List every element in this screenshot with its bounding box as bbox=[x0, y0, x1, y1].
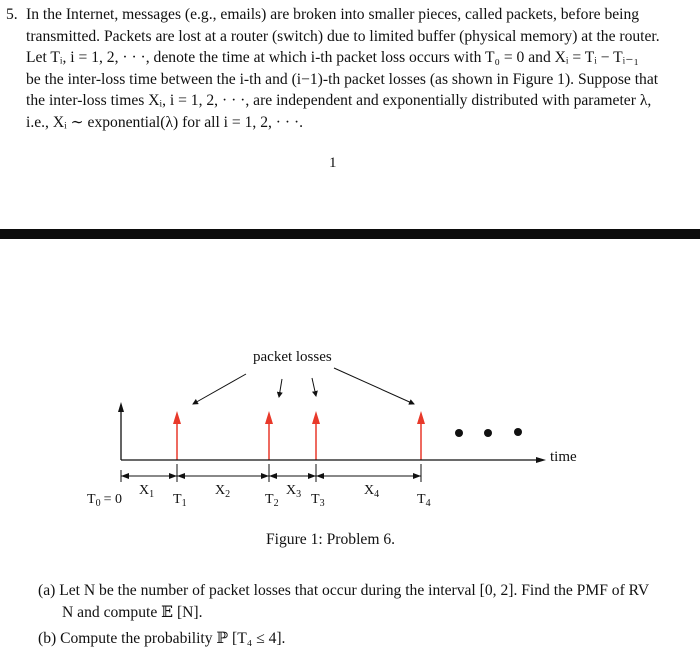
figure-caption: Figure 1: Problem 6. bbox=[266, 531, 396, 548]
problem-line-3: Let Tᵢ, i = 1, 2, · · ·, denote the time at which i-th packet loss occurs with T₀ = 0 and Xᵢ = Tᵢ − Tᵢ₋₁ bbox=[26, 49, 639, 67]
problem-statement bbox=[6, 4, 692, 134]
loss-arrow-3 bbox=[312, 411, 320, 460]
question-a-line-2: N and compute 𝔼 [N]. bbox=[62, 603, 203, 621]
problem-line-5: the inter-loss times Xᵢ, i = 1, 2, · · ·, are independent and exponentially distributed with parameter λ, bbox=[26, 92, 652, 110]
interval-arrow-3r bbox=[316, 473, 324, 479]
page-divider bbox=[0, 229, 700, 239]
time-label: time bbox=[550, 449, 577, 465]
loss-arrow-4 bbox=[417, 411, 425, 460]
problem-number: 5. bbox=[6, 6, 18, 23]
loss-arrow-2 bbox=[265, 411, 273, 460]
x4-label: $X_4$ bbox=[364, 483, 380, 500]
interval-arrow-3l bbox=[308, 473, 316, 479]
problem-line-1: In the Internet, messages (e.g., emails) are broken into smaller pieces, called packets, before being bbox=[26, 6, 640, 23]
t1-label: $T_1$ bbox=[173, 492, 187, 509]
interval-arrow-1l bbox=[169, 473, 177, 479]
x3-label: $X_3$ bbox=[286, 483, 302, 500]
interval-arrow-2r bbox=[269, 473, 277, 479]
interval-arrow-2l bbox=[261, 473, 269, 479]
t4-label: $T_4$ bbox=[417, 492, 431, 509]
x2-label: $X_2$ bbox=[215, 483, 231, 500]
ellipsis-dot-2 bbox=[484, 429, 492, 437]
problem-line-6: i.e., Xᵢ ∼ exponential(λ) for all i = 1, 2, · · ·. bbox=[26, 113, 304, 131]
x1-label: $X_1$ bbox=[139, 483, 155, 500]
packet-losses-label: packet losses bbox=[253, 349, 332, 365]
ellipsis-dot-3 bbox=[514, 428, 522, 436]
pointer-arrow-1 bbox=[193, 374, 246, 404]
time-axis-arrowhead bbox=[536, 457, 546, 463]
t3-label: $T_3$ bbox=[311, 492, 325, 509]
question-a-line-1: (a) Let N be the number of packet losses that occur during the interval [0, 2]. Find the PMF of RV bbox=[38, 582, 650, 599]
origin-axis-arrowhead bbox=[118, 402, 124, 412]
pointer-arrow-4 bbox=[334, 368, 414, 404]
loss-arrow-1 bbox=[173, 411, 181, 460]
ellipsis-dot-1 bbox=[455, 429, 463, 437]
pointer-arrow-2 bbox=[279, 379, 282, 397]
question-a bbox=[38, 580, 649, 623]
t0-label: $T_0 = 0$ bbox=[87, 492, 122, 509]
t2-label: $T_2$ bbox=[265, 492, 279, 509]
packet-loss-figure bbox=[0, 240, 700, 530]
interval-arrow-1r bbox=[177, 473, 185, 479]
page-number: 1 bbox=[329, 155, 337, 171]
pointer-arrow-3 bbox=[312, 378, 316, 396]
problem-line-4: be the inter-loss time between the i-th and (i−1)-th packet losses (as shown in Figure 1). Suppose that bbox=[26, 70, 659, 88]
question-b: (b) Compute the probability ℙ [T₄ ≤ 4]. bbox=[38, 630, 286, 647]
interval-arrow-0r bbox=[121, 473, 129, 479]
interval-arrow-4l bbox=[413, 473, 421, 479]
problem-line-2: transmitted. Packets are lost at a router (switch) due to limited buffer (physical memory) at the router. bbox=[26, 27, 660, 45]
